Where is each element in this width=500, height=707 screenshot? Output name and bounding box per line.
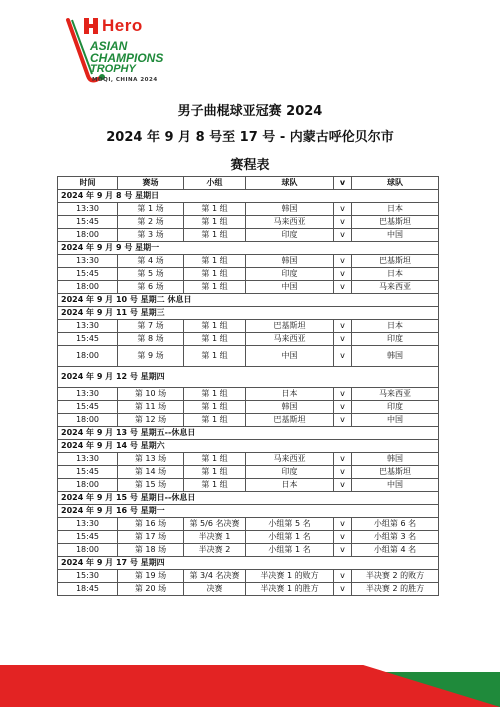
column-header: 赛场 bbox=[118, 177, 184, 190]
logo-line-asian: ASIAN bbox=[90, 39, 128, 53]
match-team2-cell: 印度 bbox=[352, 333, 439, 346]
match-team1-cell: 印度 bbox=[246, 268, 334, 281]
match-match-cell: 第 14 场 bbox=[118, 466, 184, 479]
match-row bbox=[58, 346, 439, 367]
match-match-cell: 第 19 场 bbox=[118, 570, 184, 583]
date-row bbox=[58, 492, 439, 505]
match-row bbox=[58, 544, 439, 557]
match-team1-cell: 马来西亚 bbox=[246, 453, 334, 466]
column-header: v bbox=[334, 177, 352, 190]
match-row bbox=[58, 320, 439, 333]
match-time-cell: 15:45 bbox=[58, 531, 118, 544]
match-match-cell: 第 8 场 bbox=[118, 333, 184, 346]
date-cell: 2024 年 9 月 15 号 星期日--休息日 bbox=[58, 492, 439, 505]
match-row bbox=[58, 229, 439, 242]
match-v-cell: v bbox=[334, 401, 352, 414]
footer-red-band bbox=[0, 664, 500, 707]
match-team2-cell: 巴基斯坦 bbox=[352, 255, 439, 268]
match-team2-cell: 韩国 bbox=[352, 453, 439, 466]
footer-white-stripe bbox=[0, 661, 500, 665]
match-group-cell: 第 1 组 bbox=[184, 479, 246, 492]
tournament-dates-venue: 2024 年 9 月 8 号至 17 号 - 内蒙古呼伦贝尔市 bbox=[106, 130, 394, 145]
match-team2-cell: 小组第 6 名 bbox=[352, 518, 439, 531]
match-row bbox=[58, 518, 439, 531]
match-time-cell: 15:45 bbox=[58, 268, 118, 281]
date-cell: 2024 年 9 月 16 号 星期一 bbox=[58, 505, 439, 518]
match-match-cell: 第 9 场 bbox=[118, 346, 184, 367]
date-cell: 2024 年 9 月 14 号 星期六 bbox=[58, 440, 439, 453]
match-match-cell: 第 16 场 bbox=[118, 518, 184, 531]
match-row bbox=[58, 388, 439, 401]
match-group-cell: 第 1 组 bbox=[184, 268, 246, 281]
match-match-cell: 第 17 场 bbox=[118, 531, 184, 544]
match-team1-cell: 半决赛 1 的败方 bbox=[246, 570, 334, 583]
match-time-cell: 18:00 bbox=[58, 544, 118, 557]
match-v-cell: v bbox=[334, 216, 352, 229]
match-team1-cell: 巴基斯坦 bbox=[246, 320, 334, 333]
match-row bbox=[58, 414, 439, 427]
match-v-cell: v bbox=[334, 333, 352, 346]
match-row bbox=[58, 216, 439, 229]
hero-brand-text: Hero bbox=[102, 16, 143, 35]
match-match-cell: 第 18 场 bbox=[118, 544, 184, 557]
match-group-cell: 第 1 组 bbox=[184, 466, 246, 479]
match-group-cell: 第 1 组 bbox=[184, 255, 246, 268]
match-v-cell: v bbox=[334, 229, 352, 242]
match-team1-cell: 巴基斯坦 bbox=[246, 414, 334, 427]
match-row bbox=[58, 570, 439, 583]
match-team2-cell: 半决赛 2 的败方 bbox=[352, 570, 439, 583]
schedule-table bbox=[57, 176, 439, 596]
match-row bbox=[58, 255, 439, 268]
match-v-cell: v bbox=[334, 268, 352, 281]
match-v-cell: v bbox=[334, 583, 352, 596]
match-team1-cell: 韩国 bbox=[246, 401, 334, 414]
match-row bbox=[58, 453, 439, 466]
match-match-cell: 第 3 场 bbox=[118, 229, 184, 242]
match-row bbox=[58, 281, 439, 294]
match-time-cell: 13:30 bbox=[58, 453, 118, 466]
match-group-cell: 第 1 组 bbox=[184, 229, 246, 242]
match-team1-cell: 韩国 bbox=[246, 255, 334, 268]
match-v-cell: v bbox=[334, 531, 352, 544]
match-team1-cell: 日本 bbox=[246, 388, 334, 401]
match-team1-cell: 半决赛 1 的胜方 bbox=[246, 583, 334, 596]
match-team2-cell: 小组第 4 名 bbox=[352, 544, 439, 557]
match-team2-cell: 巴基斯坦 bbox=[352, 466, 439, 479]
match-team2-cell: 中国 bbox=[352, 229, 439, 242]
match-v-cell: v bbox=[334, 203, 352, 216]
match-time-cell: 15:45 bbox=[58, 216, 118, 229]
match-row bbox=[58, 401, 439, 414]
match-team2-cell: 韩国 bbox=[352, 346, 439, 367]
match-team2-cell: 印度 bbox=[352, 401, 439, 414]
date-row bbox=[58, 427, 439, 440]
match-time-cell: 18:00 bbox=[58, 479, 118, 492]
match-match-cell: 第 5 场 bbox=[118, 268, 184, 281]
match-team1-cell: 韩国 bbox=[246, 203, 334, 216]
match-group-cell: 第 1 组 bbox=[184, 320, 246, 333]
match-group-cell: 第 1 组 bbox=[184, 401, 246, 414]
match-time-cell: 18:00 bbox=[58, 281, 118, 294]
logo-line-champions: CHAMPIONS bbox=[90, 51, 164, 65]
match-v-cell: v bbox=[334, 320, 352, 333]
match-row bbox=[58, 583, 439, 596]
match-team1-cell: 小组第 1 名 bbox=[246, 531, 334, 544]
match-match-cell: 第 20 场 bbox=[118, 583, 184, 596]
match-v-cell: v bbox=[334, 518, 352, 531]
match-time-cell: 15:45 bbox=[58, 333, 118, 346]
match-group-cell: 第 1 组 bbox=[184, 333, 246, 346]
match-time-cell: 15:45 bbox=[58, 466, 118, 479]
match-group-cell: 第 1 组 bbox=[184, 346, 246, 367]
match-team2-cell: 马来西亚 bbox=[352, 281, 439, 294]
match-row bbox=[58, 203, 439, 216]
match-v-cell: v bbox=[334, 544, 352, 557]
match-team2-cell: 日本 bbox=[352, 320, 439, 333]
match-team2-cell: 中国 bbox=[352, 414, 439, 427]
match-team2-cell: 巴基斯坦 bbox=[352, 216, 439, 229]
schedule-title: 赛程表 bbox=[230, 158, 270, 173]
column-header: 时间 bbox=[58, 177, 118, 190]
match-group-cell: 第 3/4 名决赛 bbox=[184, 570, 246, 583]
match-team1-cell: 小组第 1 名 bbox=[246, 544, 334, 557]
match-v-cell: v bbox=[334, 281, 352, 294]
match-v-cell: v bbox=[334, 570, 352, 583]
match-time-cell: 13:30 bbox=[58, 388, 118, 401]
date-row bbox=[58, 294, 439, 307]
match-match-cell: 第 1 场 bbox=[118, 203, 184, 216]
date-row bbox=[58, 440, 439, 453]
date-cell: 2024 年 9 月 8 号 星期日 bbox=[58, 190, 439, 203]
match-team2-cell: 半决赛 2 的胜方 bbox=[352, 583, 439, 596]
date-cell: 2024 年 9 月 17 号 星期四 bbox=[58, 557, 439, 570]
match-team2-cell: 日本 bbox=[352, 268, 439, 281]
match-group-cell: 第 1 组 bbox=[184, 203, 246, 216]
table-header-row bbox=[58, 177, 439, 190]
match-group-cell: 第 1 组 bbox=[184, 216, 246, 229]
match-time-cell: 13:30 bbox=[58, 518, 118, 531]
match-match-cell: 第 6 场 bbox=[118, 281, 184, 294]
date-row bbox=[58, 307, 439, 320]
logo-line-location: MOQI, CHINA 2024 bbox=[92, 77, 158, 83]
hero-brand-icon bbox=[84, 18, 98, 34]
match-time-cell: 13:30 bbox=[58, 320, 118, 333]
match-group-cell: 第 1 组 bbox=[184, 388, 246, 401]
match-team1-cell: 印度 bbox=[246, 229, 334, 242]
match-time-cell: 13:30 bbox=[58, 203, 118, 216]
match-team1-cell: 马来西亚 bbox=[246, 216, 334, 229]
schedule-body bbox=[58, 190, 439, 596]
match-group-cell: 半决赛 2 bbox=[184, 544, 246, 557]
match-match-cell: 第 13 场 bbox=[118, 453, 184, 466]
match-match-cell: 第 7 场 bbox=[118, 320, 184, 333]
match-group-cell: 第 1 组 bbox=[184, 414, 246, 427]
match-v-cell: v bbox=[334, 255, 352, 268]
column-header: 球队 bbox=[246, 177, 334, 190]
date-cell: 2024 年 9 月 11 号 星期三 bbox=[58, 307, 439, 320]
match-time-cell: 15:45 bbox=[58, 401, 118, 414]
match-team1-cell: 中国 bbox=[246, 346, 334, 367]
date-cell: 2024 年 9 月 10 号 星期二 休息日 bbox=[58, 294, 439, 307]
match-v-cell: v bbox=[334, 414, 352, 427]
tournament-title: 男子曲棍球亚冠赛 2024 bbox=[177, 104, 323, 119]
match-v-cell: v bbox=[334, 346, 352, 367]
match-team1-cell: 中国 bbox=[246, 281, 334, 294]
match-row bbox=[58, 466, 439, 479]
match-row bbox=[58, 531, 439, 544]
date-cell: 2024 年 9 月 13 号 星期五--休息日 bbox=[58, 427, 439, 440]
match-row bbox=[58, 268, 439, 281]
date-cell: 2024 年 9 月 9 号 星期一 bbox=[58, 242, 439, 255]
match-team2-cell: 小组第 3 名 bbox=[352, 531, 439, 544]
column-header: 球队 bbox=[352, 177, 439, 190]
match-team2-cell: 日本 bbox=[352, 203, 439, 216]
match-match-cell: 第 4 场 bbox=[118, 255, 184, 268]
match-row bbox=[58, 479, 439, 492]
match-match-cell: 第 2 场 bbox=[118, 216, 184, 229]
match-time-cell: 18:00 bbox=[58, 346, 118, 367]
logo-line-trophy: TROPHY bbox=[90, 63, 136, 75]
match-time-cell: 18:45 bbox=[58, 583, 118, 596]
match-group-cell: 决赛 bbox=[184, 583, 246, 596]
match-team2-cell: 中国 bbox=[352, 479, 439, 492]
hero-asian-champions-trophy-logo bbox=[62, 14, 192, 84]
match-match-cell: 第 11 场 bbox=[118, 401, 184, 414]
date-row bbox=[58, 190, 439, 203]
date-row bbox=[58, 505, 439, 518]
match-group-cell: 第 1 组 bbox=[184, 453, 246, 466]
match-time-cell: 18:00 bbox=[58, 229, 118, 242]
match-team1-cell: 日本 bbox=[246, 479, 334, 492]
date-row bbox=[58, 367, 439, 388]
match-group-cell: 第 1 组 bbox=[184, 281, 246, 294]
match-match-cell: 第 12 场 bbox=[118, 414, 184, 427]
match-match-cell: 第 15 场 bbox=[118, 479, 184, 492]
match-time-cell: 18:00 bbox=[58, 414, 118, 427]
date-row bbox=[58, 557, 439, 570]
match-row bbox=[58, 333, 439, 346]
match-team1-cell: 印度 bbox=[246, 466, 334, 479]
match-team1-cell: 马来西亚 bbox=[246, 333, 334, 346]
match-group-cell: 第 5/6 名决赛 bbox=[184, 518, 246, 531]
match-time-cell: 15:30 bbox=[58, 570, 118, 583]
match-v-cell: v bbox=[334, 453, 352, 466]
match-v-cell: v bbox=[334, 479, 352, 492]
match-team2-cell: 马来西亚 bbox=[352, 388, 439, 401]
column-header: 小组 bbox=[184, 177, 246, 190]
match-team1-cell: 小组第 5 名 bbox=[246, 518, 334, 531]
match-v-cell: v bbox=[334, 466, 352, 479]
date-cell: 2024 年 9 月 12 号 星期四 bbox=[58, 367, 439, 388]
match-time-cell: 13:30 bbox=[58, 255, 118, 268]
match-group-cell: 半决赛 1 bbox=[184, 531, 246, 544]
date-row bbox=[58, 242, 439, 255]
match-match-cell: 第 10 场 bbox=[118, 388, 184, 401]
match-v-cell: v bbox=[334, 388, 352, 401]
